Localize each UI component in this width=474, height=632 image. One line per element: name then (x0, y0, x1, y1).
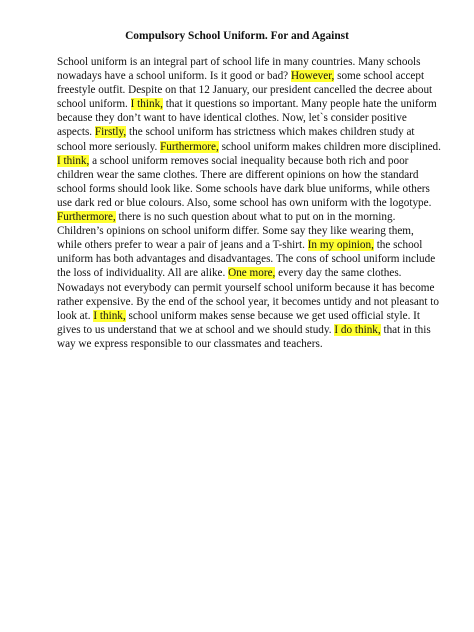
text-segment: that in this (380, 323, 431, 336)
text-segment: freestyle outfit. Despite on that 12 January, our president cancelled the decree about (57, 84, 433, 97)
text-line (57, 97, 437, 111)
highlighted-phrase: One more, (228, 267, 276, 280)
highlighted-phrase: Furthermore, (160, 140, 219, 153)
text-segment: the school (373, 239, 423, 252)
text-line (57, 266, 437, 280)
text-line (57, 323, 437, 337)
text-line (57, 252, 437, 266)
text-line (57, 55, 437, 69)
text-line (57, 168, 437, 182)
text-line (57, 210, 437, 224)
text-segment: rather expensive. By the end of the school year, it becomes untidy and not pleasant to (57, 295, 439, 308)
text-segment: way we express responsible to our classmates and teachers. (57, 337, 323, 350)
highlighted-phrase: I think, (130, 98, 163, 111)
text-line (57, 182, 437, 196)
text-line (57, 125, 437, 139)
text-segment: look at. (57, 309, 94, 322)
text-segment: school uniform makes sense because we get used official style. It (125, 309, 420, 322)
text-line (57, 281, 437, 295)
text-line (57, 295, 437, 309)
highlighted-phrase: I do think, (334, 323, 381, 336)
document-title: Compulsory School Uniform. For and Against (125, 30, 349, 42)
highlighted-phrase: I think, (93, 309, 126, 322)
text-segment: a school uniform removes social inequality because both rich and poor (89, 154, 409, 167)
document-body (57, 55, 441, 351)
text-segment: use dark red or blue colours. Also, some school has own uniform with the logotype. (57, 196, 432, 209)
text-line (57, 196, 437, 210)
text-segment: there is no such question about what to put on in the morning. (115, 211, 396, 224)
text-segment: school uniform. (57, 98, 131, 111)
text-segment: children wear the same clothes. There are different opinions on how the standard (57, 168, 419, 181)
text-line (57, 111, 437, 125)
text-line (57, 309, 437, 323)
text-line (57, 83, 437, 97)
text-segment: School uniform is an integral part of school life in many countries. Many schools (57, 56, 421, 68)
highlighted-phrase: Furthermore, (57, 211, 116, 224)
text-line (57, 69, 437, 83)
highlighted-phrase: I think, (57, 154, 90, 167)
text-segment: school forms should look like. Some schools have dark blue uniforms, while others (57, 182, 430, 195)
text-segment: school uniform makes children more disciplined. (218, 140, 441, 153)
text-segment: Nowadays not everybody can permit yourself school uniform because it has become (57, 281, 435, 294)
text-segment: uniform has both advantages and disadvantages. The cons of school uniform include (57, 253, 436, 266)
text-segment: because they don’t want to have identical clothes. Now, let`s consider positive (57, 112, 407, 125)
text-line (57, 154, 437, 168)
text-line (57, 337, 437, 351)
text-line (57, 238, 437, 252)
text-segment: school more seriously. (57, 140, 161, 153)
text-line (57, 224, 437, 238)
text-line (57, 140, 441, 154)
text-segment: nowadays have a school uniform. Is it good or bad? (57, 70, 291, 83)
highlighted-phrase: However, (290, 70, 335, 83)
text-segment: Children’s opinions on school uniform differ. Some say they like wearing them, (57, 225, 414, 238)
text-segment: gives to us understand that we at school and we should study. (57, 323, 335, 336)
text-segment: every day the same clothes. (275, 267, 402, 280)
highlighted-phrase: In my opinion, (307, 239, 374, 252)
text-segment: while others prefer to wear a pair of jeans and a T-shirt. (57, 239, 308, 252)
text-segment: aspects. (57, 126, 95, 139)
text-segment: the loss of individuality. All are alike. (57, 267, 229, 280)
highlighted-phrase: Firstly, (94, 126, 127, 139)
text-segment: some school accept (334, 70, 425, 83)
text-segment: the school uniform has strictness which makes children study at (126, 126, 415, 139)
text-segment: that it questions so important. Many people hate the uniform (162, 98, 437, 111)
